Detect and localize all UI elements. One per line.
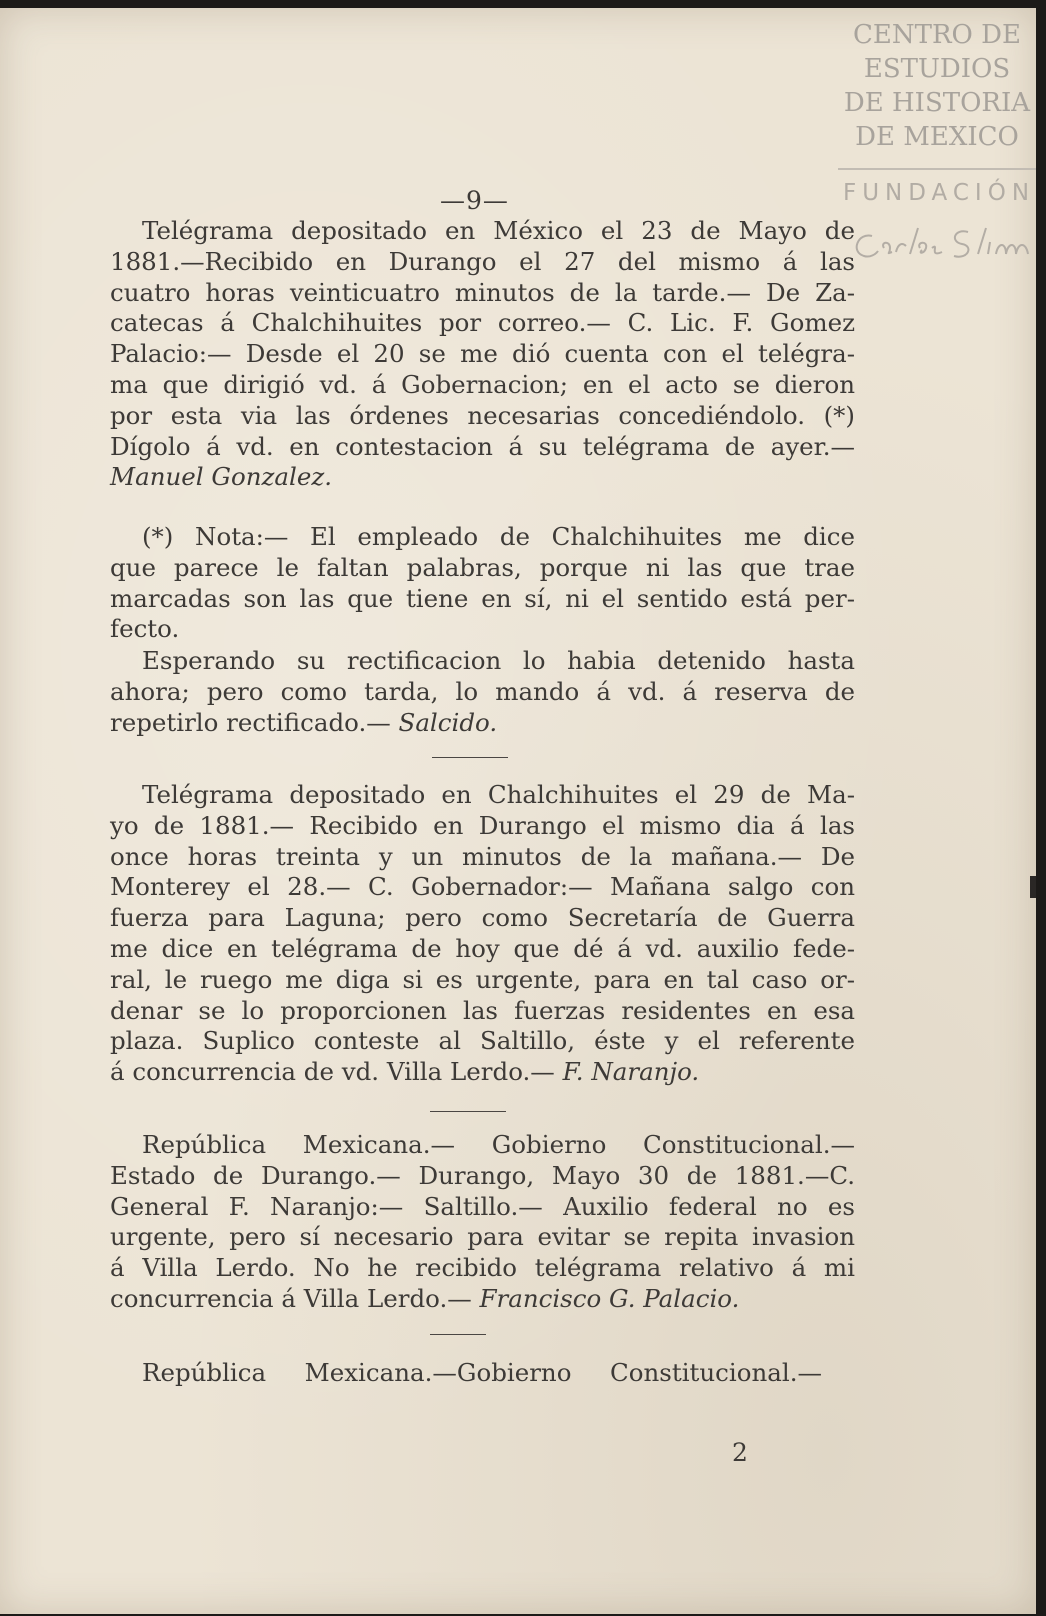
text-line: yo de 1881.— Recibido en Durango el mismo dia á las (110, 810, 855, 840)
text-line: concurrencia á Villa Lerdo.— Francisco G. Palacio. (110, 1283, 740, 1313)
text-line: once horas treinta y un minutos de la mañana.— De (110, 841, 855, 871)
final-heading-paragraph (110, 1358, 822, 1389)
archive-stamp (838, 18, 1036, 154)
document-page (0, 8, 1036, 1614)
margin-mark (1030, 876, 1036, 898)
rectification-paragraph (110, 646, 855, 738)
text-line: General F. Naranjo:— Saltillo.— Auxilio federal no es (110, 1191, 855, 1221)
signature: Salcido. (398, 707, 498, 737)
stamp-line: ESTUDIOS (863, 54, 1011, 84)
fundacion-label: FUNDACIÓN (842, 180, 1036, 206)
text-line: cuatro horas veinticuatro minutos de la tarde.— De Za- (110, 277, 855, 307)
stamp-line: CENTRO DE (853, 20, 1021, 50)
text-line: repetirlo rectificado.— Salcido. (110, 707, 498, 737)
signature: F. Naranjo. (562, 1057, 700, 1087)
text-line: urgente, pero sí necesario para evitar se repita invasion (110, 1222, 855, 1252)
text-line: Palacio:— Desde el 20 se me dió cuenta con el telégra- (110, 339, 855, 369)
text-line: me dice en telégrama de hoy que dé á vd. auxilio fede- (110, 933, 855, 963)
text-line: Estado de Durango.— Durango, Mayo 30 de 1881.—C. (110, 1160, 855, 1190)
stamp-divider (838, 168, 1036, 170)
text-line: Monterey el 28.— C. Gobernador:— Mañana salgo con (110, 872, 855, 902)
text-line: (*) Nota:— El empleado de Chalchihuites me dice (142, 522, 855, 551)
note-paragraph (110, 522, 855, 645)
carlos-slim-signature-logo (850, 218, 1036, 268)
government-reply-paragraph (110, 1130, 855, 1315)
telegram-paragraph-2 (110, 780, 855, 1088)
text-line: marcadas son las que tiene en sí, ni el sentido está per- (110, 583, 855, 613)
text-line: por esta via las órdenes necesarias concediéndolo. (*) (110, 400, 855, 430)
text-line: fuerza para Laguna; pero como Secretaría de Guerra (110, 903, 855, 933)
section-divider (432, 757, 508, 758)
text-line: ahora; pero como tarda, lo mando á vd. á reserva de (110, 676, 855, 706)
telegram-paragraph-1 (110, 216, 855, 493)
text-line: catecas á Chalchihuites por correo.— C. Lic. F. Gomez (110, 308, 855, 338)
text-line: fecto. (110, 614, 180, 644)
stamp-line: DE HISTORIA (843, 88, 1031, 118)
text-line: República Mexicana.— Gobierno Constitucional.— (142, 1130, 855, 1159)
text-line: ral, le ruego me diga si es urgente, para en tal caso or- (110, 964, 855, 994)
folio-number: 2 (732, 1438, 748, 1467)
section-divider (430, 1111, 506, 1112)
text-line: Telégrama depositado en México el 23 de Mayo de (142, 216, 855, 245)
text-line: Esperando su rectificacion lo habia detenido hasta (142, 646, 855, 675)
section-divider (430, 1334, 486, 1335)
text-line: denar se lo proporcionen las fuerzas residentes en esa (110, 995, 855, 1025)
text-line: á Villa Lerdo. No he recibido telégrama relativo á mi (110, 1253, 855, 1283)
text-line: Dígolo á vd. en contestacion á su telégrama de ayer.— (110, 431, 855, 461)
text-line: plaza. Suplico conteste al Saltillo, éste y el referente (110, 1026, 855, 1056)
stamp-line: DE MEXICO (855, 122, 1019, 152)
text-line: República Mexicana.—Gobierno Constitucional.— (142, 1358, 822, 1387)
text-line: ma que dirigió vd. á Gobernacion; en el acto se dieron (110, 369, 855, 399)
page-number: —9— (440, 186, 509, 215)
text-line: 1881.—Recibido en Durango el 27 del mismo á las (110, 246, 855, 276)
text-line: á concurrencia de vd. Villa Lerdo.— F. Naranjo. (110, 1057, 700, 1087)
text-line: Telégrama depositado en Chalchihuites el 29 de Ma- (142, 780, 855, 809)
text-line (110, 462, 855, 493)
text-line: que parece le faltan palabras, porque ni las que trae (110, 552, 855, 582)
signature: Manuel Gonzalez. (110, 462, 333, 492)
signature: Francisco G. Palacio. (479, 1283, 740, 1313)
